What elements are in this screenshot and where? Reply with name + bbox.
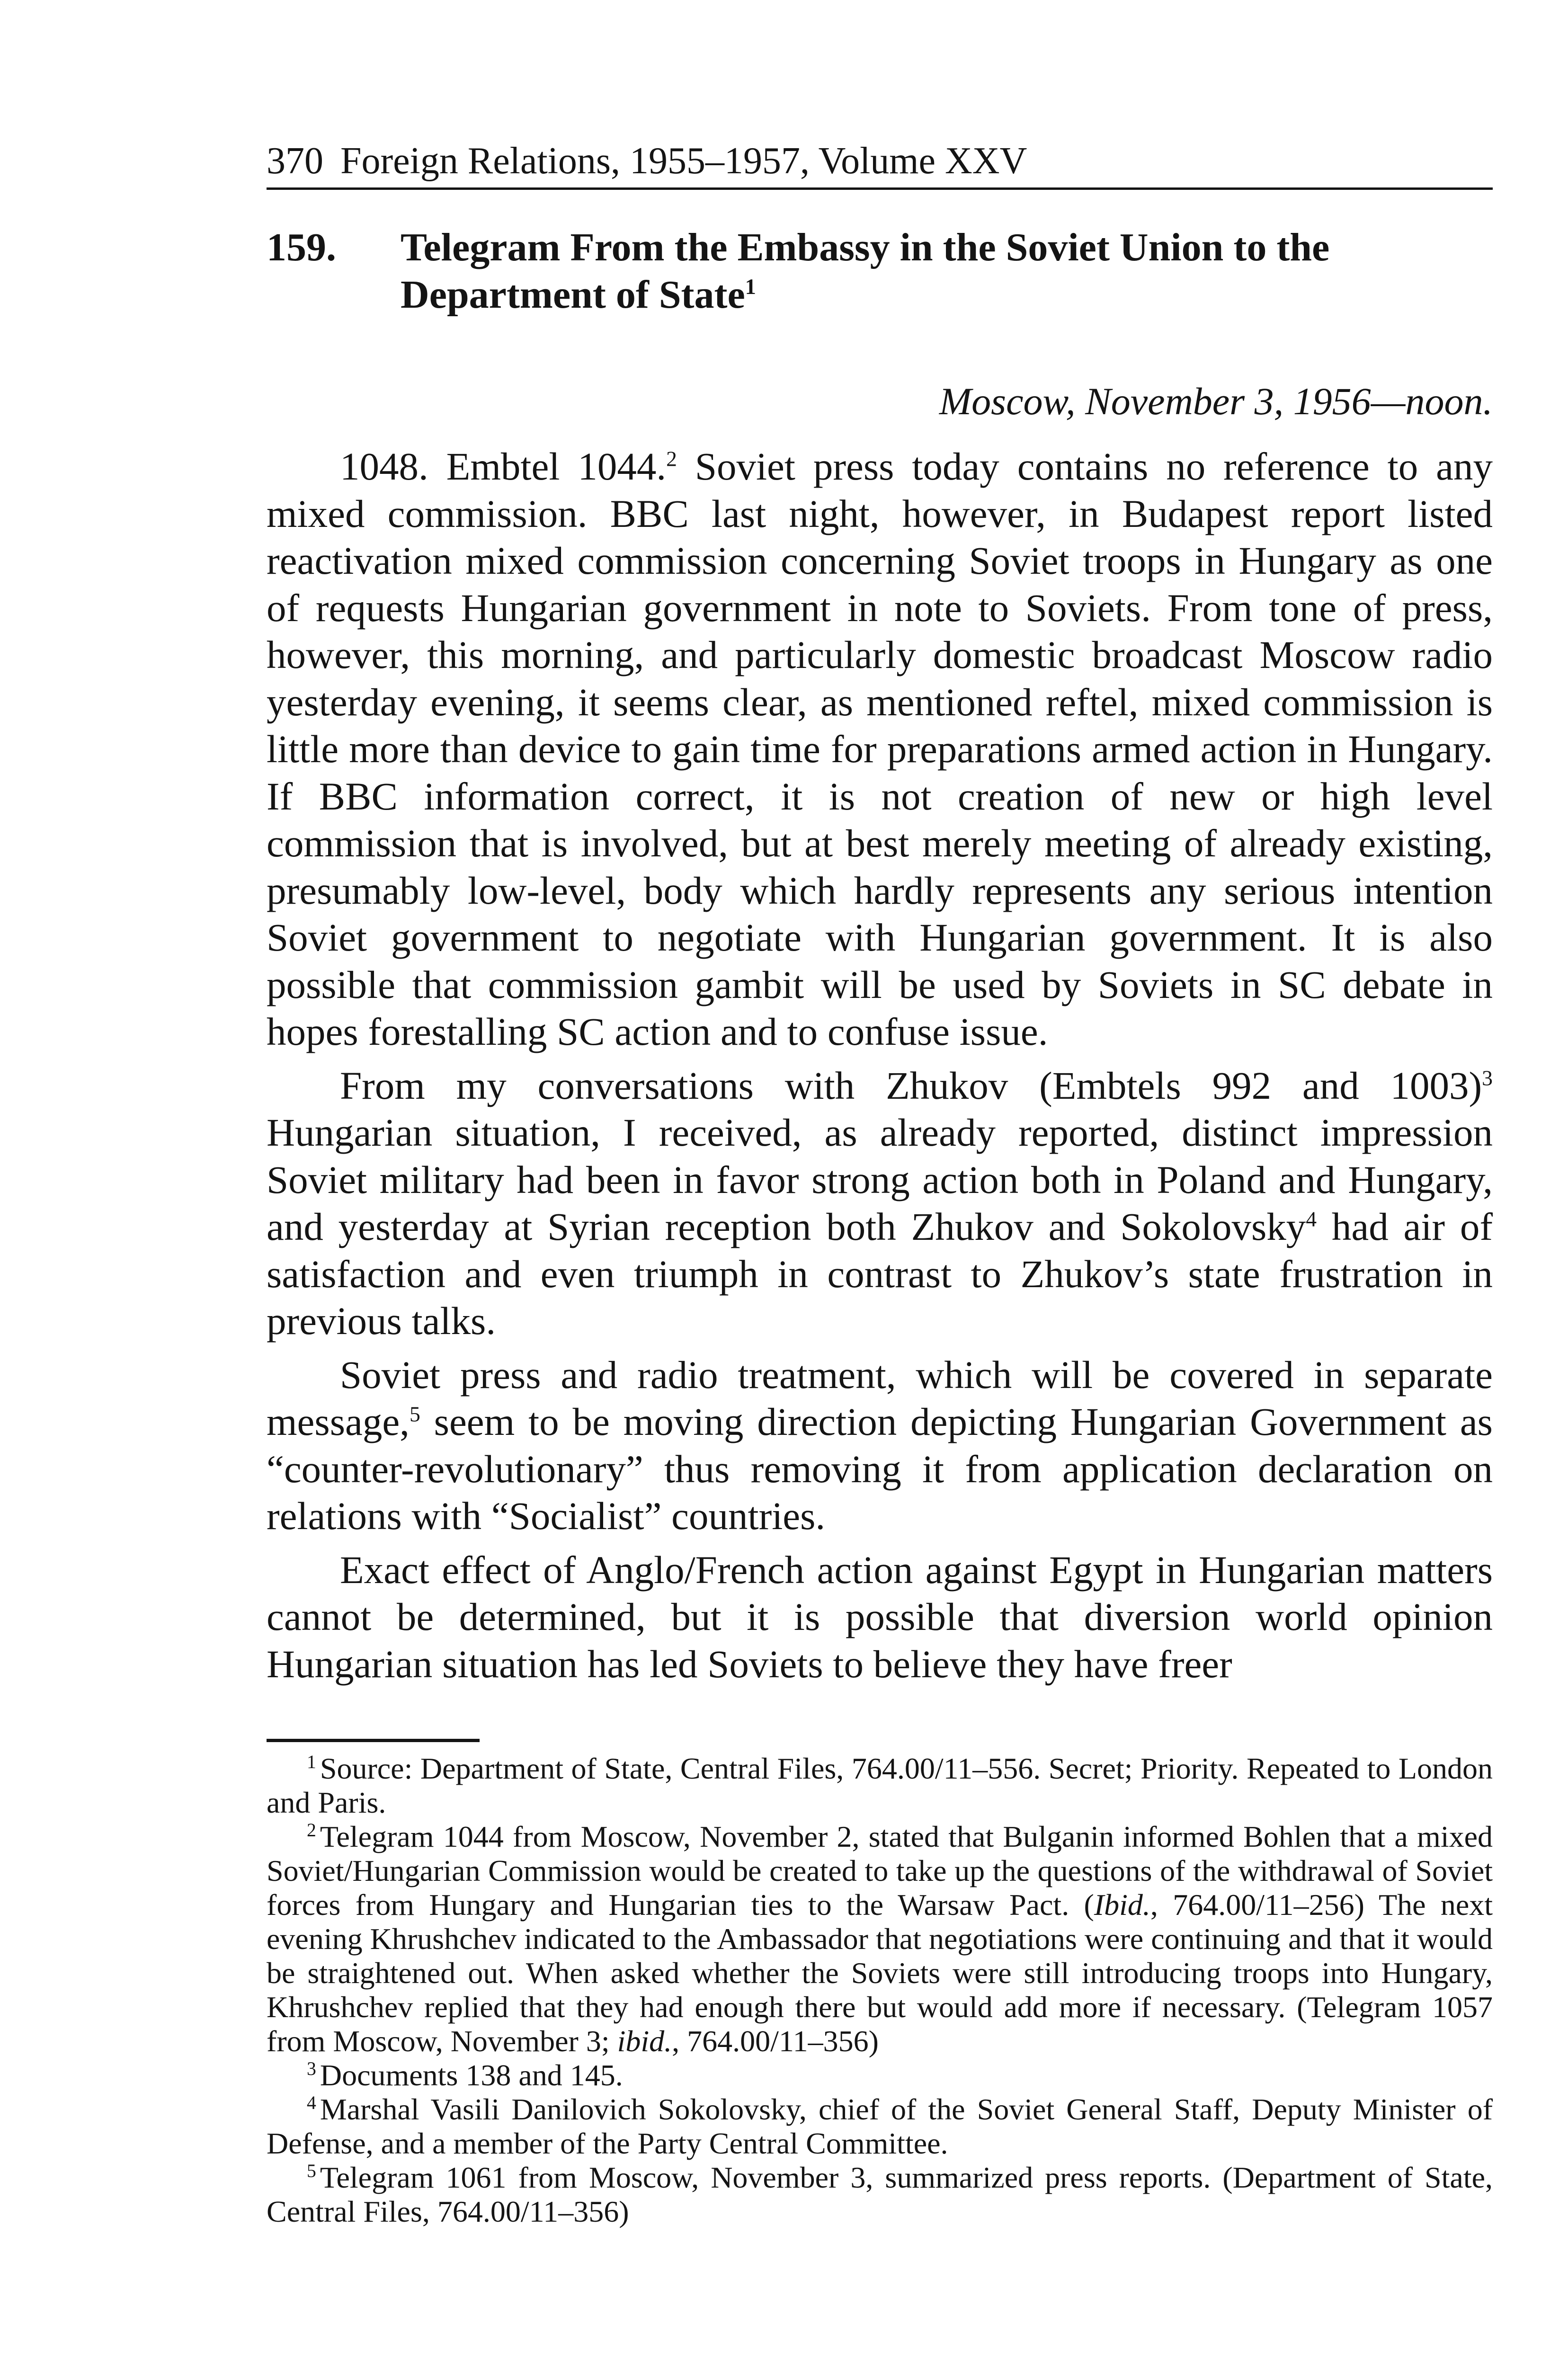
paragraph-2-end: had air of satisfaction and even triumph in contrast to Zhukov’s state frustration in previous talks. xyxy=(267,1205,1493,1343)
page-number: 370 xyxy=(267,140,323,182)
running-head-title: Foreign Relations, 1955–1957, Volume XXV xyxy=(340,140,1027,182)
paragraph-4: Exact effect of Anglo/French action against Egypt in Hungarian matters cannot be determined, but it is possible that diversion world opinion Hungarian situation has led Soviets to believe they have freer xyxy=(267,1548,1493,1686)
document-title xyxy=(401,224,1493,319)
document-heading xyxy=(267,224,1493,319)
footnote-2-ibid-2: ibid. xyxy=(617,2024,672,2058)
footnote-ref-1[interactable]: 1 xyxy=(745,275,756,299)
paragraph-2 xyxy=(267,1062,1493,1345)
paragraph-3-start: Soviet press and radio treatment, which will be covered in separate message, xyxy=(267,1353,1493,1443)
footnote-divider xyxy=(267,1739,480,1742)
paragraph-1-start: 1048. Embtel 1044. xyxy=(340,445,667,488)
footnote-1 xyxy=(267,1752,1493,1820)
paragraph-1 xyxy=(267,443,1493,1056)
footnote-1-text: Source: Department of State, Central Files, 764.00/11–556. Secret; Priority. Repeated to London and Paris. xyxy=(267,1752,1493,1819)
footnote-3-text: Documents 138 and 145. xyxy=(320,2058,623,2092)
paragraph-2-start: From my conversations with Zhukov (Embtels 992 and 1003) xyxy=(340,1063,1482,1107)
footnote-2-text-a: Telegram 1044 from Moscow, November 2, stated that Bulganin informed Bohlen that a mixed Soviet/Hungarian Commission would be created to take up the questions of the withdrawal of Soviet forces from Hungary and Hungarian ties to the Warsaw Pact. ( xyxy=(267,1820,1493,1922)
footnote-5-number: 5 xyxy=(307,2160,316,2181)
document-title-text: Telegram From the Embassy in the Soviet Union to the Department of State xyxy=(401,225,1330,317)
paragraph-1-rest: Soviet press today contains no reference to any mixed commission. BBC last night, however, in Budapest report listed reactivation mixed commission concerning Soviet troops in Hungary as one of requests Hungarian government in note to Soviets. From tone of press, however, this morning, and particularly domestic broadcast Moscow radio yesterday evening, it seems clear, as mentioned reftel, mixed commission is little more than device to gain time for preparations armed action in Hungary. If BBC information correct, it is not creation of new or high level commission that is involved, but at best merely meeting of already existing, presumably low-level, body which hardly represents any serious intention Soviet government to negotiate with Hungarian government. It is also possible that commission gambit will be used by Soviets in SC debate in hopes forestalling SC action and to confuse issue. xyxy=(267,445,1493,1053)
telegram-body xyxy=(267,443,1493,1688)
footnote-ref-4[interactable]: 4 xyxy=(1306,1207,1317,1231)
running-head xyxy=(267,137,1493,190)
footnote-2 xyxy=(267,1820,1493,2058)
footnote-2-number: 2 xyxy=(307,1819,316,1841)
footnote-ref-2[interactable]: 2 xyxy=(666,446,677,471)
footnote-ref-5[interactable]: 5 xyxy=(409,1402,420,1426)
footnote-2-text-c: , 764.00/11–356) xyxy=(672,2024,879,2058)
page-content xyxy=(267,137,1493,2229)
dateline: Moscow, November 3, 1956—noon. xyxy=(939,380,1493,423)
footnote-3 xyxy=(267,2058,1493,2092)
footnote-2-ibid-1: Ibid. xyxy=(1094,1888,1150,1922)
footnote-4-text: Marshal Vasili Danilovich Sokolovsky, chief of the Soviet General Staff, Deputy Minister of Defense, and a member of the Party Central Committee. xyxy=(267,2092,1493,2160)
footnotes xyxy=(267,1752,1493,2229)
paragraph-2-middle: Hungarian situation, I received, as already reported, distinct impression Soviet military had been in favor strong action both in Poland and Hungary, and yesterday at Syrian reception both Zhukov and Sokolovsky xyxy=(267,1111,1493,1248)
footnote-3-number: 3 xyxy=(307,2058,316,2079)
footnote-ref-3[interactable]: 3 xyxy=(1482,1065,1493,1090)
footnote-5 xyxy=(267,2161,1493,2229)
footnote-4 xyxy=(267,2092,1493,2161)
paragraph-3-rest: seem to be moving direction depicting Hungarian Government as “counter-revolutionary” thus removing it from application declaration on relations with “Socialist” countries. xyxy=(267,1400,1493,1538)
footnote-5-text: Telegram 1061 from Moscow, November 3, summarized press reports. (Department of State, Central Files, 764.00/11–356) xyxy=(267,2161,1493,2228)
document-number: 159. xyxy=(267,225,336,269)
footnote-2-text-b: , 764.00/11–256) The next evening Khrushchev indicated to the Ambassador that negotiations were continuing and that it would be straightened out. When asked whether the Soviets were still introducing troops into Hungary, Khrushchev replied that they had enough there but would add more if necessary. (Telegram 1057 from Moscow, November 3; xyxy=(267,1888,1493,2058)
footnote-4-number: 4 xyxy=(307,2092,316,2113)
paragraph-3 xyxy=(267,1352,1493,1540)
footnote-1-number: 1 xyxy=(307,1751,316,1772)
